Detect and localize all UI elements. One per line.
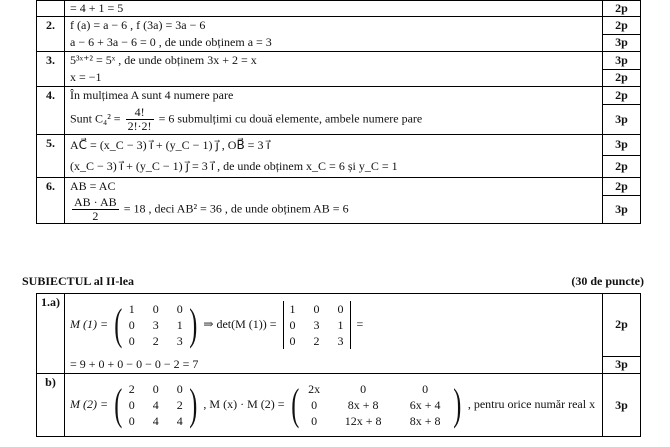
fraction-denominator: 2!·2! xyxy=(127,118,152,133)
matrix-cell: 8x + 8 xyxy=(409,414,441,428)
points: 3p xyxy=(603,135,641,156)
matrix-cell: 0 xyxy=(289,318,296,332)
grading-table-subject-1 xyxy=(36,0,641,224)
part-b-product-matrix: ( 2x 0 0 0 8x + 8 6x + 4 0 12x + 8 8x + 8 ) xyxy=(290,380,462,429)
fraction-numerator: 4! xyxy=(126,106,154,120)
solution-line: În mulțimea A sunt 4 numere pare xyxy=(65,87,603,105)
matrix-cell: 0 xyxy=(311,414,318,428)
fraction-denominator: 2 xyxy=(92,208,99,223)
item-number: 6. xyxy=(37,178,65,224)
line-text-pre: Sunt C₄² = xyxy=(70,110,124,125)
part-a-mid: ⇒ det(M (1)) = xyxy=(203,316,277,331)
matrix-cell: 0 xyxy=(128,414,135,428)
part-b-rhs: , pentru orice număr real x xyxy=(467,396,596,411)
part-a-line-1 xyxy=(65,294,603,357)
part-b-line-1 xyxy=(65,374,603,437)
item-number xyxy=(37,1,65,17)
matrix-cell: 0 xyxy=(128,318,135,332)
matrix-cell: 0 xyxy=(311,398,318,412)
points: 2p xyxy=(603,1,641,17)
matrix-cell: 3 xyxy=(337,334,344,348)
matrix-cell: 0 xyxy=(289,334,296,348)
line-text-post: = 6 submulțimi cu două elemente, ambele numere pare xyxy=(155,110,423,125)
part-b-matrix: ( 2 0 0 0 4 2 0 4 4 ) xyxy=(114,380,198,429)
part-a-lhs: M (1) = xyxy=(70,316,109,331)
matrix-cell: 6x + 4 xyxy=(409,398,441,412)
matrix-cell: 0 xyxy=(337,302,344,316)
solution-line: AB = AC xyxy=(65,178,603,196)
points: 2p xyxy=(603,155,641,178)
item-number: 5. xyxy=(37,135,65,178)
points: 3p xyxy=(603,52,641,70)
matrix-cell: 3 xyxy=(152,318,159,332)
matrix-cell: 1 xyxy=(176,318,183,332)
part-b-mid: , M (x) · M (2) = xyxy=(203,396,285,411)
solution-line: (x_C − 3) i⃗ + (y_C − 1) j⃗ = 3 i⃗ , de unde obținem x_C = 6 și y_C = 1 xyxy=(65,155,603,178)
item-number: 1.a) xyxy=(37,294,65,374)
matrix-cell: 1 xyxy=(289,302,296,316)
points: 3p xyxy=(603,356,641,374)
matrix-cell: 2x xyxy=(308,382,321,396)
matrix-cell: 8x + 8 xyxy=(347,398,379,412)
fraction xyxy=(72,196,119,223)
solution-line: x = −1 xyxy=(65,69,603,87)
matrix-cell: 0 xyxy=(313,302,320,316)
matrix-cell: 4 xyxy=(176,414,183,428)
matrix-cell: 4 xyxy=(152,398,159,412)
matrix-cell: 0 xyxy=(128,334,135,348)
subject-points: (30 de puncte) xyxy=(571,274,644,288)
matrix-cell: 2 xyxy=(176,398,183,412)
matrix-cell: 0 xyxy=(360,382,367,396)
item-number: 3. xyxy=(37,52,65,87)
matrix-cell: 2 xyxy=(152,334,159,348)
part-a-line-2: = 9 + 0 + 0 − 0 − 0 − 2 = 7 xyxy=(65,356,603,374)
points: 3p xyxy=(603,104,641,135)
line-text-post: = 18 , deci AB² = 36 , de unde obținem AB = 6 xyxy=(120,200,349,215)
points: 2p xyxy=(603,178,641,196)
matrix-cell: 0 xyxy=(128,398,135,412)
matrix-cell: 0 xyxy=(176,302,183,316)
part-a-matrix: ( 1 0 0 0 3 1 0 2 3 ) xyxy=(114,300,198,349)
solution-line xyxy=(65,104,603,135)
matrix-cell: 3 xyxy=(313,318,320,332)
part-b-lhs: M (2) = xyxy=(70,396,109,411)
matrix-cell: 2 xyxy=(128,382,135,396)
matrix-cell: 0 xyxy=(176,382,183,396)
item-number: b) xyxy=(37,374,65,437)
points: 2p xyxy=(603,294,641,357)
item-number: 4. xyxy=(37,87,65,135)
solution-line: 5³ˣ⁺² = 5ˣ , de unde obținem 3x + 2 = x xyxy=(65,52,603,70)
matrix-cell: 0 xyxy=(152,382,159,396)
points: 2p xyxy=(603,87,641,105)
fraction xyxy=(126,106,154,133)
solution-line: = 4 + 1 = 5 xyxy=(65,1,603,17)
matrix-cell: 2 xyxy=(313,334,320,348)
matrix-cell: 3 xyxy=(176,334,183,348)
matrix-cell: 0 xyxy=(422,382,429,396)
points: 2p xyxy=(603,69,641,87)
subject-title: SUBIECTUL al II-lea xyxy=(22,274,135,288)
solution-line: AC⃗ = (x_C − 3) i⃗ + (y_C − 1) j⃗ , OB⃗ = 3 i⃗ xyxy=(65,135,603,156)
points: 3p xyxy=(603,195,641,224)
fraction-numerator: AB · AB xyxy=(74,194,117,209)
grading-table-subject-2 xyxy=(36,293,641,437)
item-number: 2. xyxy=(37,17,65,52)
solution-line: a − 6 + 3a − 6 = 0 , de unde obținem a = 3 xyxy=(65,34,603,52)
solution-line: f (a) = a − 6 , f (3a) = 3a − 6 xyxy=(65,17,603,35)
part-a-rhs: = xyxy=(356,316,364,331)
points: 3p xyxy=(603,34,641,52)
matrix-cell: 1 xyxy=(128,302,135,316)
matrix-cell: 4 xyxy=(152,414,159,428)
matrix-cell: 1 xyxy=(337,318,344,332)
part-a-determinant xyxy=(280,301,354,349)
points: 3p xyxy=(603,374,641,437)
points: 2p xyxy=(603,17,641,35)
solution-line xyxy=(65,195,603,224)
matrix-cell: 0 xyxy=(152,302,159,316)
matrix-cell: 12x + 8 xyxy=(344,414,382,428)
